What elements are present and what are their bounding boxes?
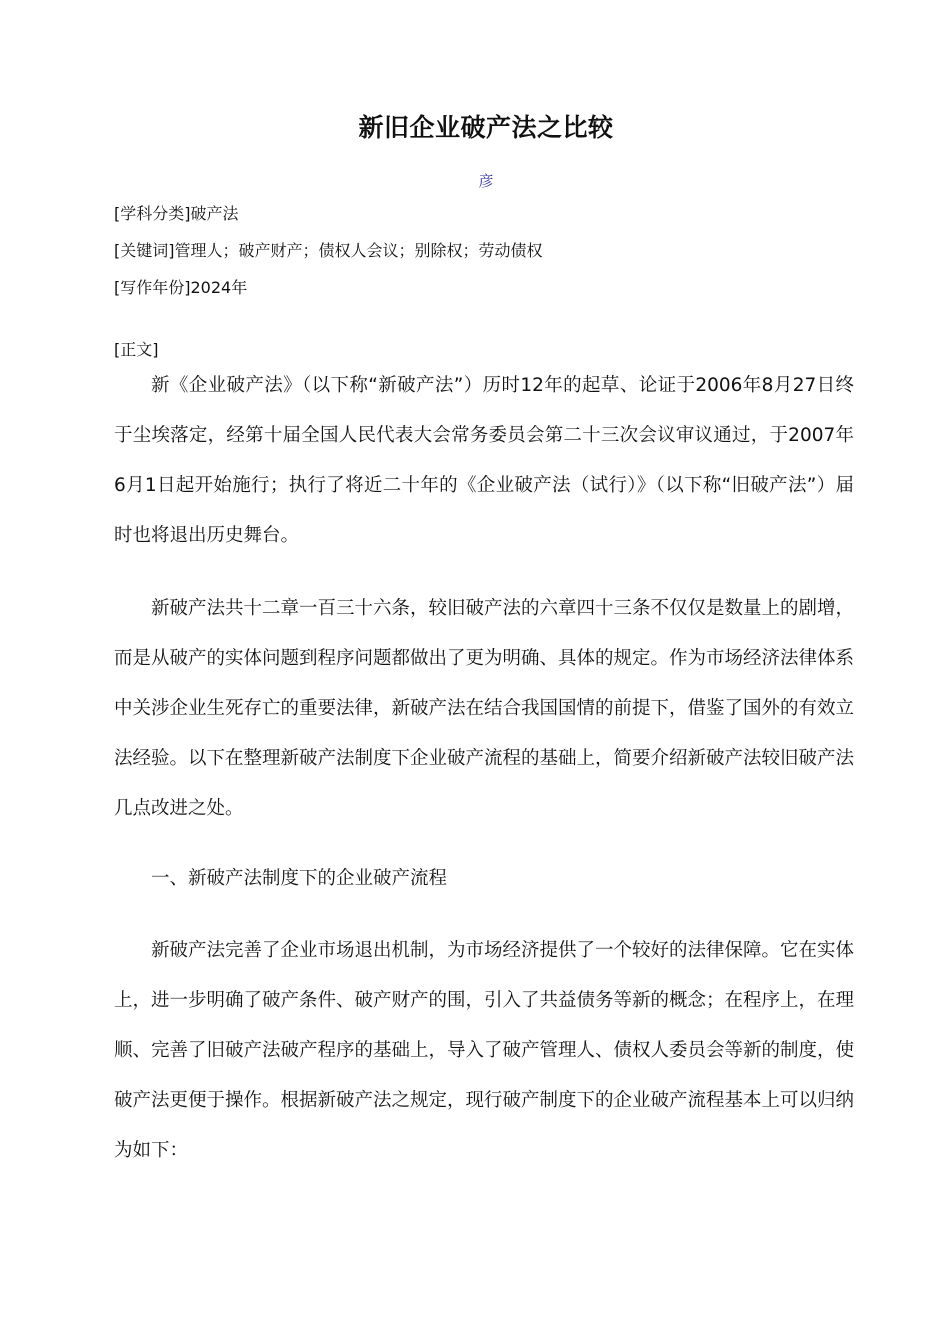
- body-label: [正文]: [114, 340, 159, 359]
- meta-category: [学科分类]破产法: [114, 204, 239, 223]
- meta-year: [写作年份]2024年: [114, 278, 248, 297]
- section-heading: 一、新破产法制度下的企业破产流程: [151, 868, 448, 889]
- paragraph-intro: 新《企业破产法》（以下称“新破产法”）历时12年的起草、论证于2006年8月27日终于尘埃落定，经第十届全国人民代表大会常务委员会第二十三次会议审议通过，于2007年6月1日起开始施行；执行了将近二十年的《企业破产法（试行）》（以下称“旧破产法”）届时也将退出历史舞台。: [114, 375, 854, 546]
- meta-keywords: [关键词]管理人；破产财产；债权人会议；别除权；劳动债权: [114, 241, 543, 260]
- document-title: 新旧企业破产法之比较: [358, 113, 614, 142]
- paragraph-overview: 新破产法共十二章一百三十六条，较旧破产法的六章四十三条不仅仅是数量上的剧增，而是从破产的实体问题到程序问题都做出了更为明确、具体的规定。作为市场经济法律体系中关涉企业生死存亡的重要法律，新破产法在结合我国国情的前提下，借鉴了国外的有效立法经验。以下在整理新破产法制度下企业破产流程的基础上，简要介绍新破产法较旧破产法几点改进之处。: [114, 598, 855, 819]
- paragraph-section-1: 新破产法完善了企业市场退出机制，为市场经济提供了一个较好的法律保障。它在实体上，进一步明确了破产条件、破产财产的围，引入了共益债务等新的概念；在程序上，在理顺、完善了旧破产法破产程序的基础上，导入了破产管理人、债权人委员会等新的制度，使破产法更便于操作。根据新破产法之规定，现行破产制度下的企业破产流程基本上可以归纳为如下：: [114, 940, 855, 1161]
- document-author: 彦: [478, 172, 494, 190]
